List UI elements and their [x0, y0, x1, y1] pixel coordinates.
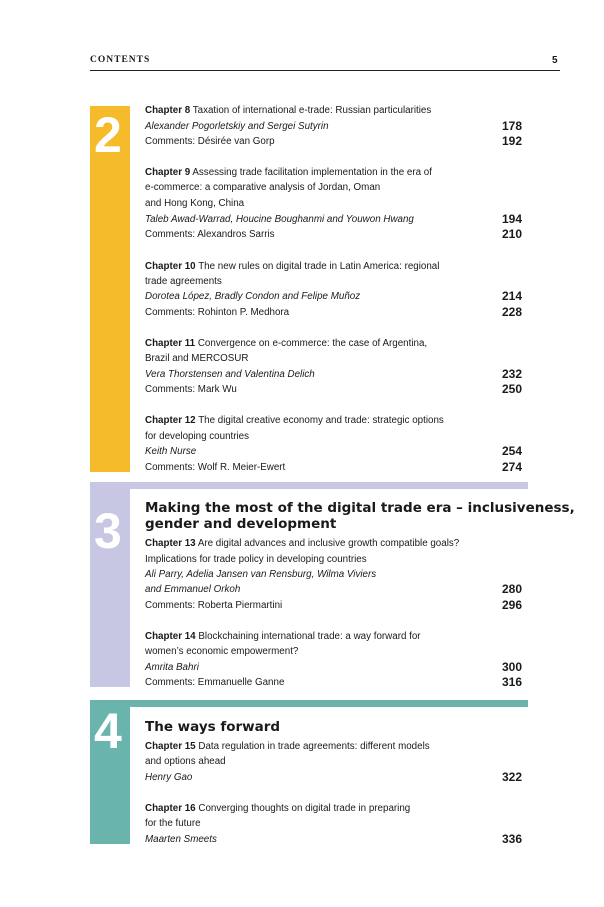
chapter-15-heading	[145, 741, 430, 753]
chapter-14-heading	[145, 631, 421, 643]
chapter-label: Chapter 16	[145, 803, 196, 814]
chapter-9-authors: Taleb Awad-Warrad, Houcine Boughanmi and Youwon Hwang	[145, 214, 414, 225]
chapter-11-authors: Vera Thorstensen and Valentina Delich	[145, 369, 315, 380]
chapter-16-heading	[145, 803, 410, 815]
chapter-title: Are digital advances and inclusive growth compatible goals?	[197, 538, 460, 549]
chapter-label: Chapter 11	[145, 338, 196, 349]
running-title: CONTENTS	[90, 55, 151, 65]
chapter-10-title-line-2: trade agreements	[145, 276, 222, 287]
chapter-9-comments: Comments: Alexandros Sarris	[145, 229, 275, 240]
chapter-label: Chapter 14	[145, 631, 196, 642]
part-4-color-strip	[130, 700, 528, 707]
chapter-8-authors: Alexander Pogorletskiy and Sergei Sutyrin	[145, 121, 329, 132]
chapter-9-title-line-3: and Hong Kong, China	[145, 198, 245, 209]
chapter-10-authors: Dorotea López, Bradly Condon and Felipe Muñoz	[145, 291, 361, 302]
chapter-11-page: 232	[501, 367, 522, 381]
chapter-label: Chapter 8	[145, 105, 191, 116]
chapter-12-heading	[145, 415, 444, 427]
chapter-12-page: 254	[501, 444, 522, 458]
chapter-15-page: 322	[501, 770, 522, 784]
chapter-10-comments: Comments: Rohinton P. Medhora	[145, 307, 290, 318]
part-3-color-strip	[130, 482, 528, 489]
chapter-10-page: 214	[501, 289, 522, 303]
chapter-15-title-line-2: and options ahead	[145, 756, 226, 767]
chapter-8-comments-page: 192	[501, 134, 522, 148]
chapter-label: Chapter 12	[145, 415, 196, 426]
chapter-13-authors-line-1: Ali Parry, Adelia Jansen van Rensburg, Wilma Viviers	[145, 569, 377, 580]
chapter-14-authors: Amrita Bahri	[145, 662, 199, 673]
chapter-10-heading	[145, 261, 439, 273]
chapter-13-comments: Comments: Roberta Piermartini	[145, 600, 283, 611]
chapter-13-heading	[145, 538, 459, 550]
part-4-title: The ways forward	[145, 719, 281, 735]
part-3-title-line-1: Making the most of the digital trade era – inclusiveness,	[145, 500, 575, 516]
chapter-8-page: 178	[501, 119, 522, 133]
chapter-title: Assessing trade facilitation implementation in the era of	[192, 167, 432, 178]
chapter-16-page: 336	[501, 832, 522, 846]
chapter-9-heading	[145, 167, 432, 179]
chapter-label: Chapter 13	[145, 538, 196, 549]
part-3-number: 3	[94, 503, 122, 559]
chapter-title: The digital creative economy and trade: strategic options	[198, 415, 444, 426]
chapter-label: Chapter 15	[145, 741, 196, 752]
chapter-12-comments: Comments: Wolf R. Meier-Ewert	[145, 462, 286, 473]
chapter-10-comments-page: 228	[501, 305, 522, 319]
chapter-9-page: 194	[501, 212, 522, 226]
chapter-12-authors: Keith Nurse	[145, 446, 197, 457]
chapter-12-comments-page: 274	[501, 460, 522, 474]
chapter-title: Blockchaining international trade: a way forward for	[198, 631, 421, 642]
chapter-14-page: 300	[501, 660, 522, 674]
chapter-title: The new rules on digital trade in Latin America: regional	[198, 261, 440, 272]
chapter-12-title-line-2: for developing countries	[145, 431, 250, 442]
header-divider	[90, 70, 560, 71]
chapter-11-comments: Comments: Mark Wu	[145, 384, 237, 395]
chapter-11-heading	[145, 338, 427, 350]
chapter-label: Chapter 9	[145, 167, 191, 178]
chapter-16-title-line-2: for the future	[145, 818, 201, 829]
chapter-14-comments: Comments: Emmanuelle Ganne	[145, 677, 285, 688]
chapter-16-authors: Maarten Smeets	[145, 834, 217, 845]
chapter-label: Chapter 10	[145, 261, 196, 272]
chapter-14-comments-page: 316	[501, 675, 522, 689]
chapter-9-title-line-2: e-commerce: a comparative analysis of Jordan, Oman	[145, 182, 381, 193]
chapter-8-comments: Comments: Désirée van Gorp	[145, 136, 275, 147]
chapter-13-authors-line-2: and Emmanuel Orkoh	[145, 584, 241, 595]
chapter-title: Convergence on e-commerce: the case of Argentina,	[197, 338, 428, 349]
chapter-8-heading	[145, 105, 431, 117]
chapter-14-title-line-2: women’s economic empowerment?	[145, 646, 299, 657]
chapter-13-title-line-2: Implications for trade policy in developing countries	[145, 554, 367, 565]
chapter-13-page: 280	[501, 582, 522, 596]
chapter-title: Data regulation in trade agreements: different models	[198, 741, 430, 752]
chapter-11-title-line-2: Brazil and MERCOSUR	[145, 353, 249, 364]
part-2-number: 2	[94, 107, 122, 163]
chapter-11-comments-page: 250	[501, 382, 522, 396]
page-number: 5	[552, 55, 558, 66]
chapter-title: Taxation of international e-trade: Russian particularities	[192, 105, 432, 116]
chapter-13-comments-page: 296	[501, 598, 522, 612]
chapter-9-comments-page: 210	[501, 227, 522, 241]
chapter-title: Converging thoughts on digital trade in preparing	[198, 803, 411, 814]
part-4-number: 4	[94, 703, 122, 759]
chapter-15-authors: Henry Gao	[145, 772, 193, 783]
part-3-title-line-2: gender and development	[145, 516, 337, 532]
